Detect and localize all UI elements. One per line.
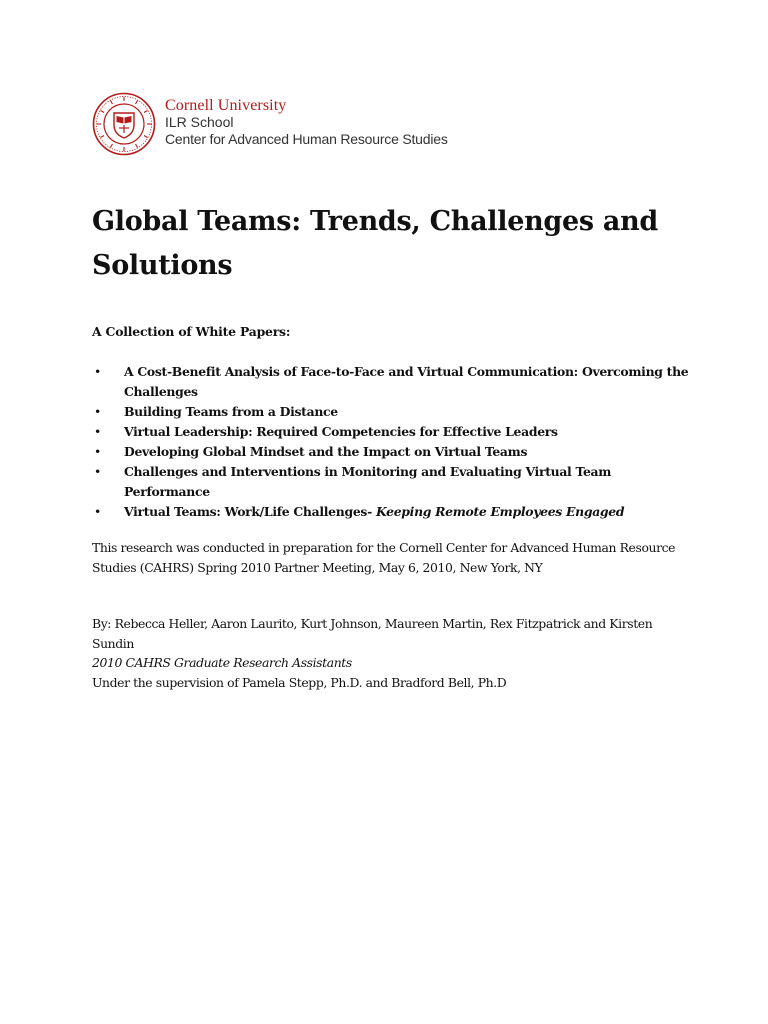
byline [92,614,692,692]
list-item [92,402,692,422]
bullet-icon: • [94,464,102,479]
supervision: Under the supervision of Pamela Stepp, Ph.D. and Bradford Bell, Ph.D [92,674,507,690]
paper-title: A Cost-Benefit Analysis of Face-to-Face and Virtual Communication: Overcoming the Challenges [124,364,689,399]
document-title: Global Teams: Trends, Challenges and Solutions [92,206,658,281]
cornell-seal-icon [92,92,156,156]
bullet-icon: • [94,404,102,419]
bullet-icon: • [94,364,102,379]
list-item [92,442,692,462]
center-name: Center for Advanced Human Resource Studies [165,131,448,147]
institution-header [92,92,448,156]
list-item [92,502,692,522]
paper-title: Virtual Leadership: Required Competencies for Effective Leaders [124,424,558,439]
authors: By: Rebecca Heller, Aaron Laurito, Kurt Johnson, Maureen Martin, Rex Fitzpatrick and Kirsten Sundin [92,616,653,651]
paper-title: Challenges and Interventions in Monitoring and Evaluating Virtual Team Performance [124,464,612,499]
institution-text [165,97,448,148]
paper-title: Building Teams from a Distance [124,404,338,419]
bullet-icon: • [94,424,102,439]
list-item [92,422,692,442]
research-note: This research was conducted in preparation for the Cornell Center for Advanced Human Resource Studies (CAHRS) Spring 2010 Partner Meeting, May 6, 2010, New York, NY [92,540,676,575]
bullet-icon: • [94,444,102,459]
university-name: Cornell University [165,97,287,114]
list-item [92,462,692,502]
collection-heading: A Collection of White Papers: [92,324,291,339]
bullet-icon: • [94,504,102,519]
list-item [92,362,692,402]
school-name: ILR School [165,114,234,130]
paper-subtitle: Keeping Remote Employees Engaged [375,504,625,519]
paper-title: Virtual Teams: Work/Life Challenges- [124,504,376,519]
white-paper-list [92,362,692,522]
author-role: 2010 CAHRS Graduate Research Assistants [92,655,352,670]
paper-title: Developing Global Mindset and the Impact on Virtual Teams [124,444,528,459]
